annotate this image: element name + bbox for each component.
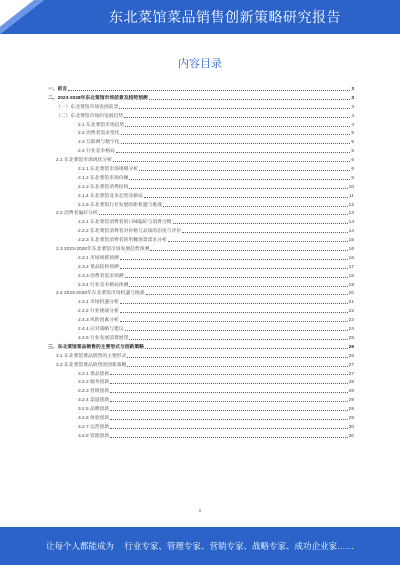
footer-role: 管理专家 xyxy=(166,541,201,551)
toc-entry-title: 2.4.1 市场机遇分析 xyxy=(78,300,119,306)
toc-leader-dots xyxy=(129,188,347,189)
toc-entry-page: 16 xyxy=(348,255,354,261)
toc-entry-page: 25 xyxy=(348,335,354,341)
toc-entry-page: 30 xyxy=(348,424,354,430)
toc-entry-page: 26 xyxy=(348,353,354,359)
toc-leader-dots xyxy=(110,392,347,393)
toc-entry[interactable] xyxy=(48,237,354,246)
toc-leader-dots xyxy=(120,268,348,269)
toc-leader-dots xyxy=(110,374,347,375)
toc-entry-title: 3.2.3 营销创新 xyxy=(78,389,110,395)
toc-entry-page: 15 xyxy=(348,238,354,244)
footer-role: 成功企业家…… xyxy=(294,541,355,551)
toc-entry-title: 2.4.2 行业挑战分析 xyxy=(78,309,119,315)
footer-banner xyxy=(0,527,400,565)
toc-leader-dots xyxy=(110,419,347,420)
toc-entry-page: 23 xyxy=(348,318,354,324)
footer-slogan xyxy=(46,527,390,565)
toc-entry-title: 3.2.6 体验创新 xyxy=(78,415,110,421)
toc-entry-page: 28 xyxy=(348,389,354,395)
toc-entry-title: 2.1.2 东北菜馆市场份额 xyxy=(78,175,129,181)
toc-leader-dots xyxy=(144,197,348,198)
toc-entry-page: 10 xyxy=(348,184,354,190)
footer-separator: 、 xyxy=(286,541,295,551)
toc-leader-dots xyxy=(120,303,348,304)
toc-entry-page: 4 xyxy=(351,113,354,119)
toc-entry-title: 2.4.3 风险因素分析 xyxy=(78,318,119,324)
toc-entry-title: 2.1 东北菜馆市场现状分析 xyxy=(56,158,112,164)
toc-heading: 内容目录 xyxy=(178,58,222,70)
toc-leader-dots xyxy=(168,241,348,242)
toc-leader-dots xyxy=(125,330,348,331)
toc-entry-title: 2.1.1 东北菜馆市场规模分析 xyxy=(78,167,138,173)
toc-entry-page: 27 xyxy=(348,371,354,377)
toc-entry[interactable] xyxy=(48,148,354,157)
toc-entry-page: 5 xyxy=(351,140,354,146)
toc-entry[interactable] xyxy=(48,255,354,264)
toc-entry[interactable] xyxy=(48,184,354,193)
toc-entry[interactable] xyxy=(48,326,354,335)
toc-entry-title: 2.4.4 应对策略与建议 xyxy=(78,327,124,333)
toc-leader-dots xyxy=(121,134,351,135)
footer-separator: 、 xyxy=(158,541,167,551)
toc-entry[interactable] xyxy=(48,353,354,362)
toc-leader-dots xyxy=(113,161,350,162)
toc-entry-page: 4 xyxy=(351,122,354,128)
toc-entry[interactable] xyxy=(48,157,354,166)
toc-entry-page: 19 xyxy=(348,282,354,288)
toc-entry-title: 二、2023-2028年东北菜馆市场前景及趋势预测 xyxy=(48,95,148,101)
toc-leader-dots xyxy=(125,277,348,278)
toc-entry-title: 2.1 东北菜馆市场趋势 xyxy=(78,122,125,128)
toc-entry-title: 2.2.3 东北菜馆消费者的用餐场景需求分析 xyxy=(78,238,167,244)
toc-entry[interactable] xyxy=(48,202,354,211)
toc-entry-title: 2.2.1 东北菜馆消费者的口味偏好与消费习惯 xyxy=(78,220,172,226)
toc-entry[interactable] xyxy=(48,246,354,255)
toc-entry[interactable] xyxy=(48,362,354,371)
toc-entry[interactable] xyxy=(48,104,354,113)
toc-entry[interactable] xyxy=(48,433,354,442)
toc-entry-page: 3 xyxy=(351,95,354,101)
toc-entry[interactable] xyxy=(48,210,354,219)
toc-leader-dots xyxy=(120,259,348,260)
toc-leader-dots xyxy=(110,428,347,429)
toc-leader-dots xyxy=(129,286,347,287)
toc-entry-page: 6 xyxy=(351,167,354,173)
toc-entry-page: 28 xyxy=(348,380,354,386)
toc-entry-title: 2.4 2023-2028年东北菜馆市场机遇与挑战 xyxy=(56,291,145,297)
toc-entry[interactable] xyxy=(48,113,354,122)
toc-leader-dots xyxy=(110,383,347,384)
footer-role: 营销专家 xyxy=(209,541,244,551)
toc-entry[interactable] xyxy=(48,228,354,237)
toc-entry[interactable] xyxy=(48,290,354,299)
toc-entry[interactable] xyxy=(48,317,354,326)
toc-entry-page: 3 xyxy=(351,87,354,92)
toc-leader-dots xyxy=(124,117,350,118)
toc-leader-dots xyxy=(120,321,348,322)
toc-entry[interactable] xyxy=(48,397,354,406)
toc-leader-dots xyxy=(173,223,348,224)
toc-entry-title: 2.3.2 菜品结构预测 xyxy=(78,264,119,270)
toc-leader-dots xyxy=(110,437,347,438)
toc-entry-page: 14 xyxy=(348,220,354,226)
toc-entry-title: 三、东北菜馆菜品销售的主要形式与创新策略 xyxy=(48,344,144,350)
toc-entry-title: 2.3.1 市场规模预测 xyxy=(78,255,119,261)
toc-leader-dots xyxy=(125,126,350,127)
toc-leader-dots xyxy=(127,366,347,367)
page-number: 2 xyxy=(198,508,202,513)
toc-entry-title: 2.2 消费者偏好分析 xyxy=(56,211,98,217)
toc-entry-page: 5 xyxy=(351,131,354,137)
toc-entry[interactable] xyxy=(48,379,354,388)
toc-entry-page: 29 xyxy=(348,415,354,421)
toc-entry[interactable] xyxy=(48,406,354,415)
toc-leader-dots xyxy=(150,250,347,251)
report-title: 东北菜馆菜品销售创新策略研究报告 xyxy=(109,9,341,25)
header-banner xyxy=(0,0,400,34)
toc-entry-page: 18 xyxy=(348,273,354,279)
toc-entry[interactable] xyxy=(48,308,354,317)
toc-leader-dots xyxy=(149,99,351,100)
toc-entry-page: 3 xyxy=(351,104,354,110)
toc-leader-dots xyxy=(116,152,351,153)
footer-role: 行业专家 xyxy=(124,541,159,551)
toc-entry[interactable] xyxy=(48,193,354,202)
footer-separator: 、 xyxy=(200,541,210,551)
toc-entry-page: 20 xyxy=(348,291,354,297)
toc-entry-title: 2.4.5 行业发展前景展望 xyxy=(78,335,129,341)
toc-entry[interactable] xyxy=(48,264,354,273)
toc-entry-title: 3.2 东北菜馆菜品销售的创新策略 xyxy=(56,362,127,368)
toc-entry[interactable] xyxy=(48,130,354,139)
toc-entry-page: 26 xyxy=(348,344,354,350)
toc-entry-page: 5 xyxy=(351,149,354,155)
toc-leader-dots xyxy=(139,170,350,171)
toc-entry-page: 8 xyxy=(351,175,354,181)
toc-entry-page: 16 xyxy=(348,247,354,253)
toc-entry-page: 13 xyxy=(348,211,354,217)
toc-entry-page: 27 xyxy=(348,362,354,368)
toc-entry-title: 3.2.4 渠道创新 xyxy=(78,398,110,404)
toc-leader-dots xyxy=(127,357,347,358)
toc-leader-dots xyxy=(120,312,348,313)
footer-separator: 、 xyxy=(243,541,252,551)
toc-entry-page: 24 xyxy=(348,327,354,333)
toc-entry[interactable] xyxy=(48,388,354,397)
toc-entry-page: 29 xyxy=(348,398,354,404)
toc-entry-page: 12 xyxy=(348,202,354,208)
toc-entry-title: 2.3 互联网与数字化 xyxy=(78,140,120,146)
toc-entry-title: 2.1.3 东北菜馆消费结构 xyxy=(78,184,129,190)
toc-leader-dots xyxy=(163,206,348,207)
toc-entry[interactable] xyxy=(48,371,354,380)
toc-entry-title: （二）东北菜馆市场的发展趋势 xyxy=(56,113,124,119)
toc-entry-title: 3.2.1 菜品创新 xyxy=(78,371,110,377)
toc-entry-title: 2.3.4 行业竞争格局预测 xyxy=(78,282,129,288)
toc-entry-title: 2.3 2023-2028年东北菜馆市场发展趋势预测 xyxy=(56,247,150,253)
toc-entry-title: （一）东北菜馆市场发展前景 xyxy=(56,104,119,110)
toc-leader-dots xyxy=(99,214,348,215)
toc-entry-page: 29 xyxy=(348,407,354,413)
toc-entry[interactable] xyxy=(48,166,354,175)
toc-leader-dots xyxy=(68,90,350,91)
toc-entry-title: 3.2.5 品牌创新 xyxy=(78,407,110,413)
toc-entry[interactable] xyxy=(48,175,354,184)
toc-entry-title: 2.1.5 东北菜馆行业发展的新机遇与挑战 xyxy=(78,202,162,208)
toc-entry-title: 3.1 东北菜馆菜品销售的主要形式 xyxy=(56,353,127,359)
toc-entry-title: 2.3.3 消费者需求预测 xyxy=(78,273,124,279)
toc-entry[interactable] xyxy=(48,344,354,353)
toc-entry-page: 22 xyxy=(348,309,354,315)
toc-entry[interactable] xyxy=(48,282,354,291)
toc-entry[interactable] xyxy=(48,415,354,424)
toc-leader-dots xyxy=(110,410,347,411)
toc-entry[interactable] xyxy=(48,219,354,228)
toc-entry-page: 11 xyxy=(349,193,354,199)
toc-entry-page: 30 xyxy=(348,433,354,439)
toc-entry-title: 3.2.8 管理创新 xyxy=(78,433,110,439)
toc-entry-page: 17 xyxy=(348,264,354,270)
toc-entry[interactable] xyxy=(48,424,354,433)
toc-leader-dots xyxy=(129,339,347,340)
toc-entry-page: 21 xyxy=(348,300,354,306)
toc-leader-dots xyxy=(121,143,351,144)
toc-leader-dots xyxy=(146,294,348,295)
toc-entry[interactable] xyxy=(48,139,354,148)
toc-leader-dots xyxy=(119,108,350,109)
toc-entry-title: 3.2.7 运营创新 xyxy=(78,424,110,430)
toc-entry-page: 14 xyxy=(348,229,354,235)
toc-entry[interactable] xyxy=(48,273,354,282)
toc-entry[interactable] xyxy=(48,335,354,344)
toc-entry[interactable] xyxy=(48,86,354,95)
toc-entry[interactable] xyxy=(48,122,354,131)
table-of-contents xyxy=(48,86,354,442)
footer-role: 战略专家 xyxy=(251,541,286,551)
toc-entry-title: 3.2.2 服务创新 xyxy=(78,380,110,386)
toc-leader-dots xyxy=(110,401,347,402)
toc-entry-title: 2.2 消费者需求变化 xyxy=(78,131,120,137)
toc-entry-title: 一、前言 xyxy=(48,87,68,92)
toc-entry[interactable] xyxy=(48,95,354,104)
toc-entry-title: 2.4 行业竞争格局 xyxy=(78,149,115,155)
toc-leader-dots xyxy=(145,348,348,349)
toc-leader-dots xyxy=(182,232,348,233)
toc-entry-page: 6 xyxy=(351,158,354,164)
toc-leader-dots xyxy=(129,179,350,180)
footer-lead: 让每个人都能成为 xyxy=(46,541,115,551)
toc-entry-title: 2.2.2 东北菜馆消费者对价格与品质的态度与评价 xyxy=(78,229,182,235)
toc-entry-title: 2.1.4 东北菜馆竞争态势及格局 xyxy=(78,193,143,199)
toc-entry[interactable] xyxy=(48,299,354,308)
